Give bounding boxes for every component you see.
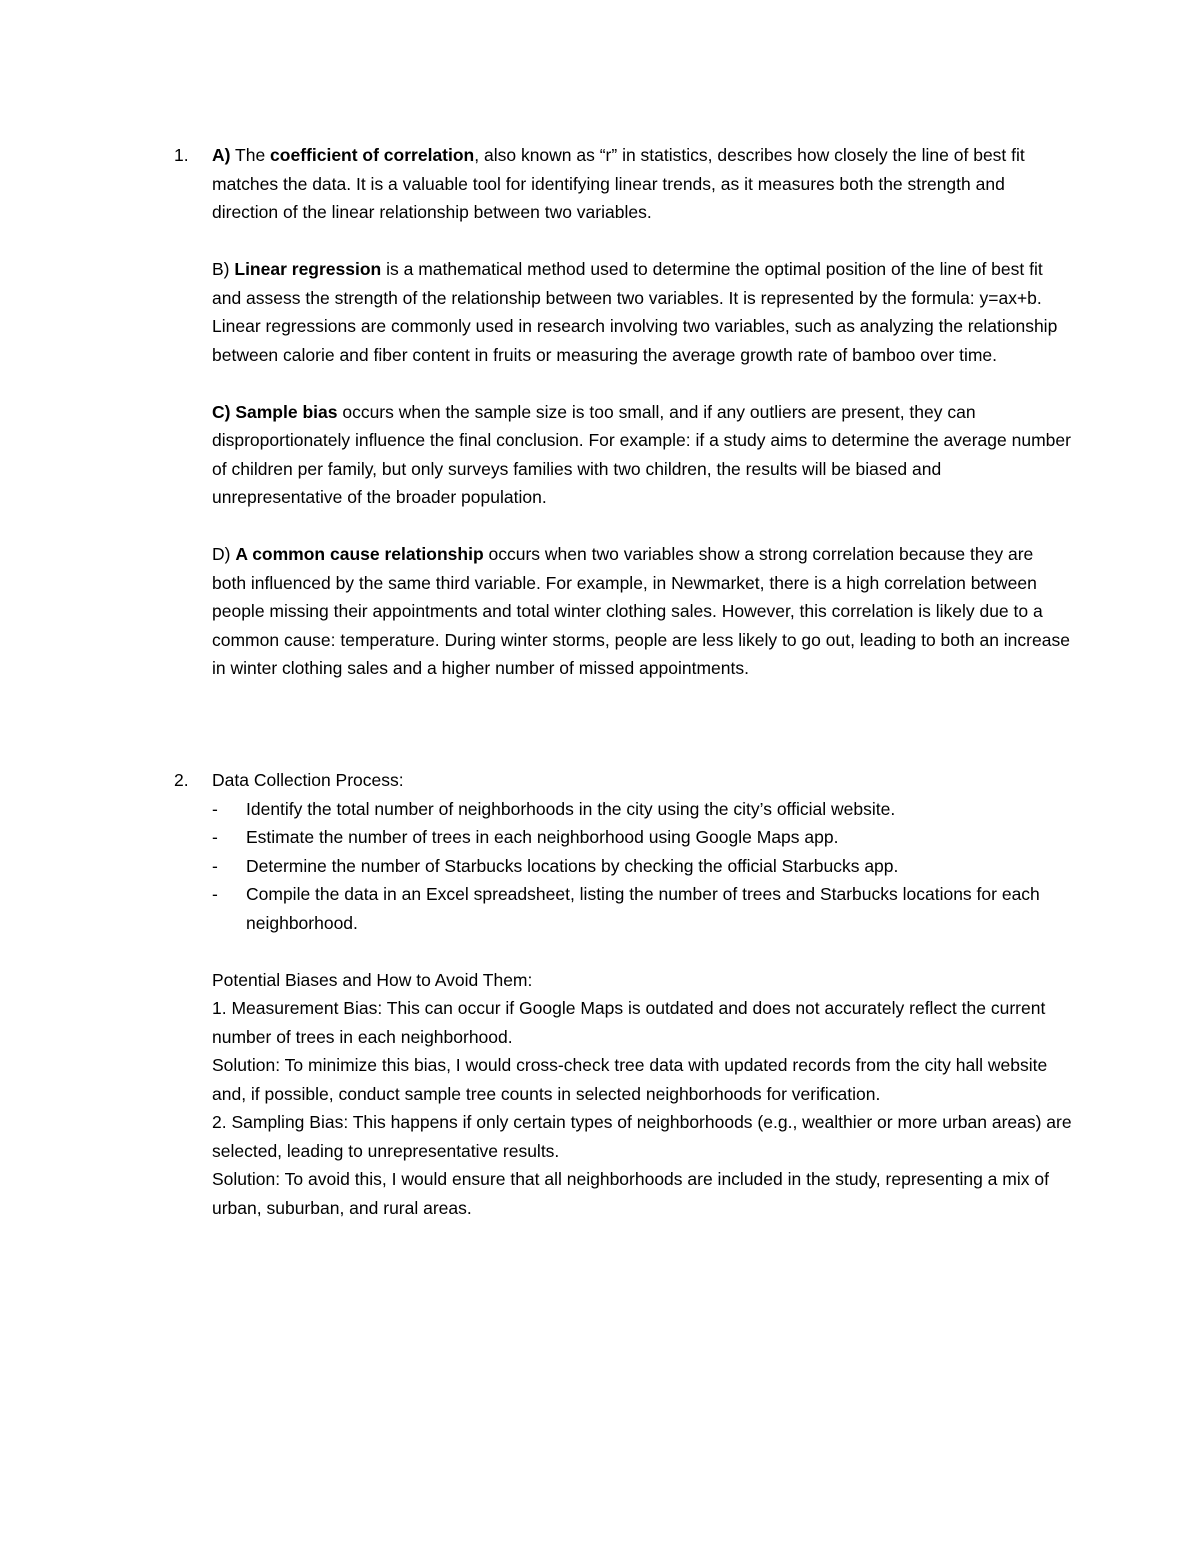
data-collection-heading: Data Collection Process:	[212, 770, 404, 790]
list-item	[212, 823, 1072, 852]
paragraph-b-letter: B)	[212, 259, 230, 279]
list-number-2: 2.	[174, 770, 189, 790]
dash-bullet: -	[212, 827, 218, 847]
measurement-bias: 1. Measurement Bias: This can occur if Google Maps is outdated and does not accurately reflect the current number of trees in each neighborhood.	[212, 998, 1046, 1047]
paragraph-a-before: The	[235, 145, 266, 165]
bullet-text: Estimate the number of trees in each neighborhood using Google Maps app.	[246, 827, 839, 847]
paragraph-c-letter: C)	[212, 401, 231, 422]
list-item	[212, 795, 1072, 824]
term-common-cause-relationship: A common cause relationship	[235, 544, 484, 564]
bullet-text: Compile the data in an Excel spreadsheet, listing the number of trees and Starbucks locations for each neighborhood.	[246, 884, 1040, 933]
sampling-bias: 2. Sampling Bias: This happens if only certain types of neighborhoods (e.g., wealthier or more urban areas) are selected, leading to unrepresentative results.	[212, 1112, 1072, 1161]
paragraph-a-letter: A)	[212, 145, 231, 165]
paragraph-d-letter: D)	[212, 544, 231, 564]
list-item	[212, 880, 1072, 937]
bullet-text: Determine the number of Starbucks locations by checking the official Starbucks app.	[246, 855, 899, 876]
paragraph-b-text: is a mathematical method used to determine the optimal position of the line of best fit and assess the strength of the relationship between two variables. It is represented by the formula: y=ax+b. Linear regressions are commonly used in research involving two variables, such as analyzing the relationship between calorie and fiber content in fruits or measuring the average growth rate of bamboo over time.	[212, 259, 1058, 365]
paragraph-b	[212, 255, 1072, 369]
list-item-1	[174, 141, 1072, 683]
dash-bullet: -	[212, 855, 218, 876]
data-collection-list	[212, 795, 1072, 938]
paragraph-d	[212, 540, 1072, 683]
measurement-bias-solution: Solution: To minimize this bias, I would cross-check tree data with updated records from the city hall website and, if possible, conduct sample tree counts in selected neighborhoods for verification.	[212, 1055, 1048, 1104]
list-number-1: 1.	[174, 145, 189, 165]
term-linear-regression: Linear regression	[234, 259, 382, 279]
biases-heading: Potential Biases and How to Avoid Them:	[212, 969, 533, 990]
dash-bullet: -	[212, 884, 218, 904]
bullet-text: Identify the total number of neighborhoods in the city using the city’s official website.	[246, 798, 896, 819]
paragraph-d-text: occurs when two variables show a strong correlation because they are both influenced by the same third variable. For example, in Newmarket, there is a high correlation between people missing their appointments and total winter clothing sales. However, this correlation is likely due to a common cause: temperature. During winter storms, people are less likely to go out, leading to both an increase in winter clothing sales and a higher number of missed appointments.	[212, 544, 1070, 678]
paragraph-a-text: , also known as “r” in statistics, describes how closely the line of best fit matches the data. It is a valuable tool for identifying linear trends, as it measures both the strength and direction of the linear relationship between two variables.	[212, 145, 1025, 222]
sampling-bias-solution: Solution: To avoid this, I would ensure that all neighborhoods are included in the study, representing a mix of urban, suburban, and rural areas.	[212, 1169, 1049, 1218]
term-sample-bias: Sample bias	[235, 401, 338, 422]
paragraph-c	[212, 398, 1072, 512]
dash-bullet: -	[212, 798, 218, 819]
paragraph-c-text: occurs when the sample size is too small, and if any outliers are present, they can disproportionately influence the final conclusion. For example: if a study aims to determine the average number of children per family, but only surveys families with two children, the results will be biased and unrepresentative of the broader population.	[212, 401, 1071, 507]
paragraph-a	[212, 141, 1072, 227]
list-item-2	[174, 766, 1072, 1222]
term-coefficient-of-correlation: coefficient of correlation	[270, 145, 475, 165]
list-item	[212, 852, 1072, 881]
